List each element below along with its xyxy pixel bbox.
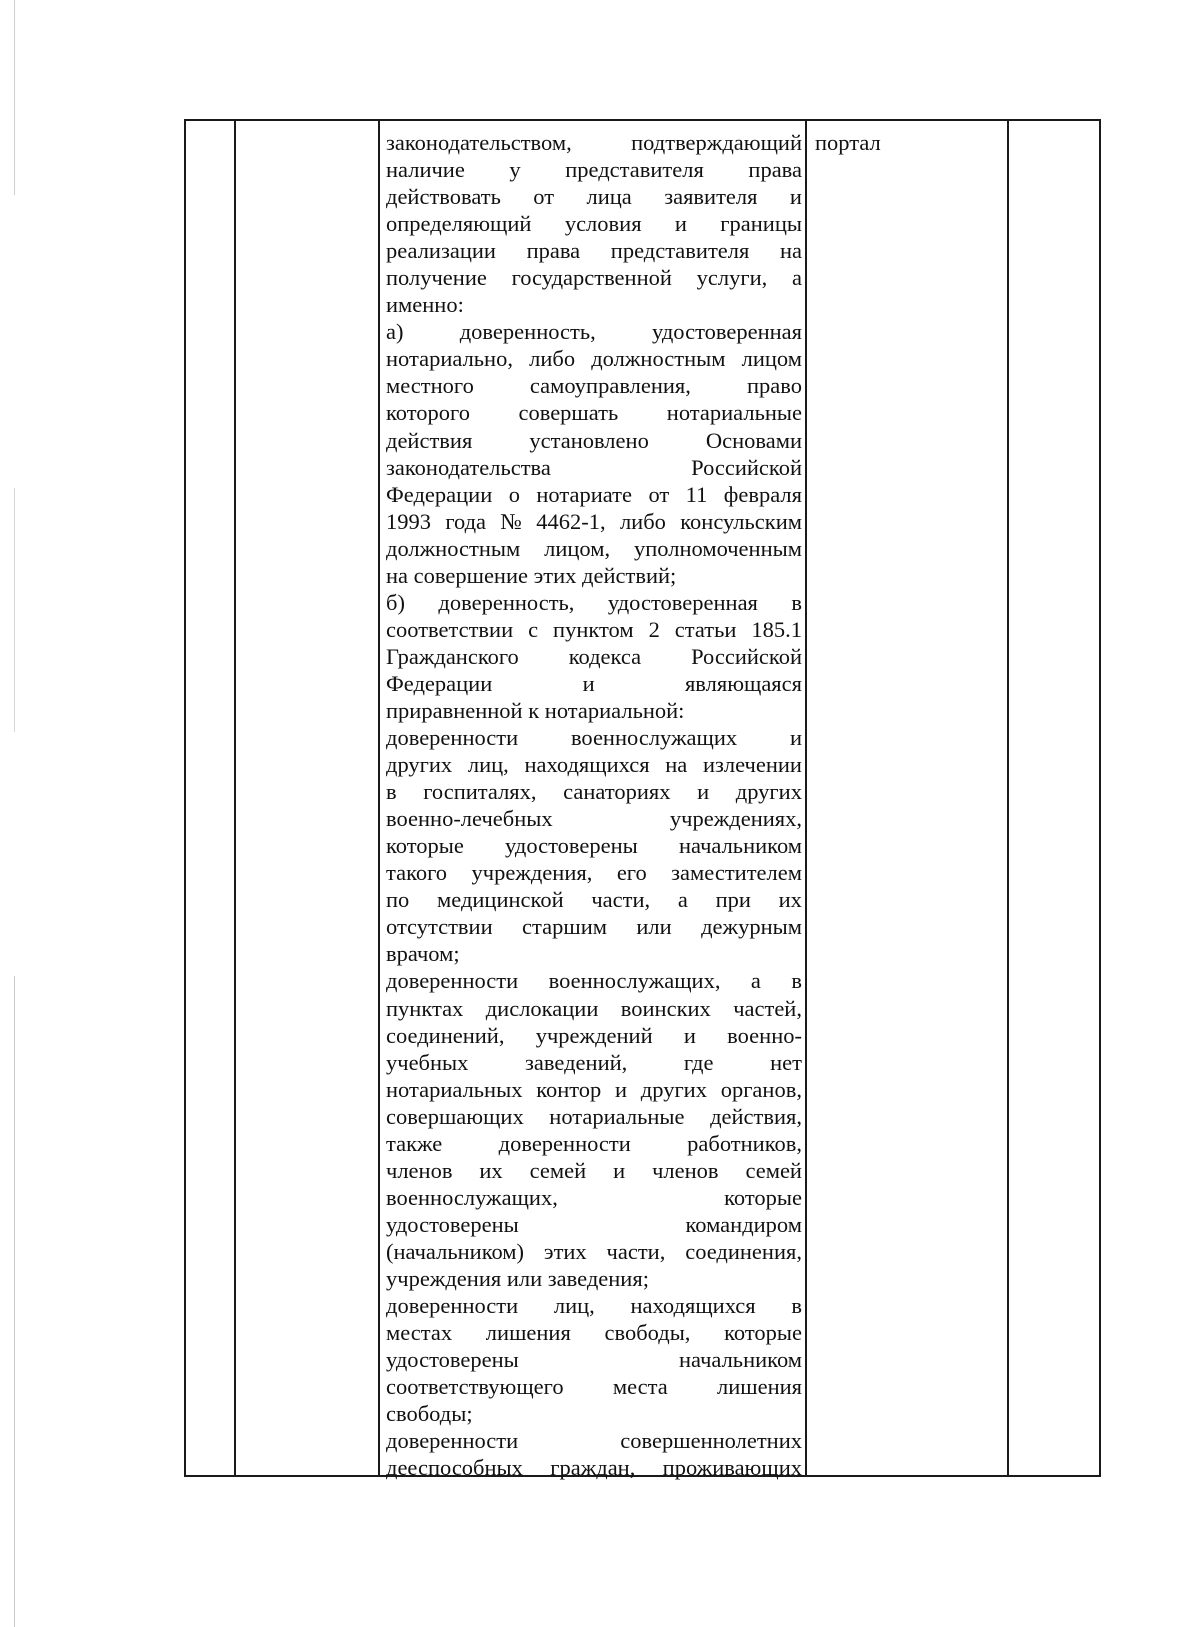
text-word: уполномоченным [634,535,802,561]
text-line [386,1238,802,1265]
text-word: командиром [685,1211,802,1237]
text-word: местах [386,1320,453,1346]
text-line [386,156,802,183]
text-word: нотариальные [666,400,802,426]
text-word: либо [529,346,576,372]
text-word: реализации [386,238,496,264]
text-word: удостоверенная [652,319,802,345]
text-word: 11 [685,481,708,507]
text-word: доверенности [498,1130,631,1156]
table-cell-notes [1009,121,1101,1475]
text-line [386,345,802,372]
text-line [386,940,802,967]
text-line [386,1157,802,1184]
text-line [386,967,802,994]
text-word: в [791,589,802,615]
text-word: в [791,968,802,994]
text-word: такого [386,860,448,886]
text-word: № [500,508,522,534]
text-word: кодекса [568,643,642,669]
text-word: дежурным [701,914,802,940]
text-word: других [735,779,802,805]
text-line [386,859,802,886]
text-word: самоуправления, [529,373,691,399]
text-word: представителя [610,238,750,264]
text-word: и [697,779,710,805]
text-word: право [747,373,802,399]
text-line [386,372,802,399]
text-word: также [386,1130,443,1156]
text-word: удостоверены [505,833,638,859]
text-word: февраля [723,481,802,507]
text-word: подтверждающий [631,130,802,155]
delivery-channel-text: портал [815,130,881,155]
text-line [386,1427,802,1454]
text-word: соединений, [386,1022,505,1048]
text-word: членов [386,1157,453,1183]
text-word: свободы, [604,1320,691,1346]
text-word: нет [770,1049,802,1075]
text-word: законодательства [386,454,551,480]
text-line [386,183,802,210]
text-line [386,1184,802,1211]
text-word: где [683,1049,714,1075]
text-word: условия [564,211,642,237]
text-word: при [715,887,751,913]
text-word: находящихся [630,1293,756,1319]
text-line-content: свободы; [386,1401,473,1427]
table-cell-blank [236,121,380,1475]
text-word: нотариальные [549,1103,685,1129]
text-line-content: именно: [386,292,464,318]
text-word: года [445,508,487,534]
text-word: от [533,184,555,210]
text-line [386,778,802,805]
text-line [386,1346,802,1373]
text-word: учреждений [535,1022,653,1048]
text-word: получение [386,265,487,291]
text-word: доверенность, [459,319,596,345]
text-word: частей, [733,995,802,1021]
text-word: наличие [386,157,465,183]
text-word: статьи [674,616,737,642]
text-word: лиц, [553,1293,595,1319]
text-line-content: приравненной к нотариальной: [386,697,685,723]
text-line [386,751,802,778]
document-table [184,119,1101,1481]
text-word: лицом, [544,535,611,561]
text-word: Основами [705,427,802,453]
text-line [386,913,802,940]
text-word: о [508,481,520,507]
text-line [386,643,802,670]
text-word: Российской [691,643,802,669]
text-word: соединения, [685,1238,802,1264]
text-word: права [526,238,581,264]
text-word: являющаяся [684,670,802,696]
text-word: либо [619,508,666,534]
text-word: удостоверенная [607,589,758,615]
text-word: удостоверены [386,1347,519,1373]
text-word: лицом [741,346,802,372]
text-line [386,1373,802,1400]
text-line [386,697,802,724]
text-word: от [648,481,670,507]
text-line [386,481,802,508]
text-word: услуги, [696,265,768,291]
text-word: заявителя [664,184,758,210]
text-word: нотариате [536,481,632,507]
text-word: 1993 [386,508,431,534]
text-word: членов [652,1157,719,1183]
table-cell-document-description [380,121,807,1481]
text-word: доверенности [386,1428,519,1454]
text-word: госпиталях, [423,779,537,805]
text-word: консульским [680,508,802,534]
text-word: учреждениях, [669,806,802,832]
text-word: совершающих [386,1103,524,1129]
text-word: доверенности [386,1293,519,1319]
text-word: соответствующего [386,1374,564,1400]
text-word: должностным [386,535,521,561]
text-word: которые [724,1320,802,1346]
text-word: находящихся [524,752,650,778]
text-line [386,1292,802,1319]
text-word: лиц, [467,752,509,778]
text-word: военнослужащих, [386,1184,558,1210]
text-word: учреждения, [471,860,593,886]
text-word: законодательством, [386,130,572,155]
text-word: Федерации [386,670,493,696]
text-line [386,562,802,589]
text-word: начальником [678,1347,802,1373]
text-word: границы [720,211,802,237]
text-word: 4462-1, [536,508,606,534]
text-word: других [640,1076,707,1102]
text-word: учебных [386,1049,469,1075]
scan-edge-mark [14,0,15,1627]
text-word: лишения [716,1374,802,1400]
text-line [386,1076,802,1103]
text-word: или [636,914,672,940]
text-word: контор [536,1076,602,1102]
text-word: и [615,1076,628,1102]
text-word: отсутствии [386,914,493,940]
text-line [386,1022,802,1049]
text-word: с [528,616,539,642]
text-word: граждан, [550,1455,636,1481]
text-word: удостоверены [386,1211,519,1237]
text-line [386,1454,802,1481]
text-word: на [779,238,802,264]
text-word: и [613,1157,626,1183]
text-line [386,1103,802,1130]
text-line [386,399,802,426]
text-line [386,264,802,291]
text-word: доверенности [386,725,519,751]
text-word: их [778,887,802,913]
text-word: части, [606,1238,666,1264]
text-word: действовать [386,184,501,210]
text-line [386,670,802,697]
text-word: начальником [678,833,802,859]
text-word: и [582,670,595,696]
text-word: места [612,1374,668,1400]
text-word: излечении [702,752,802,778]
text-word: Российской [691,454,802,480]
text-word: части, [591,887,651,913]
text-word: которые [386,833,464,859]
text-word: и [789,725,802,751]
text-word: 185.1 [751,616,802,642]
text-word: совершеннолетних [620,1428,802,1454]
text-word: пунктом [553,616,634,642]
text-word: лица [586,184,632,210]
text-word: определяющий [386,211,532,237]
text-word: государственной [511,265,672,291]
document-description-text [386,129,802,1481]
text-word: работников, [687,1130,802,1156]
text-word: военно- [727,1022,802,1048]
text-word: доверенности [386,968,519,994]
text-line [386,995,802,1022]
text-word: заместителем [671,860,802,886]
text-word: дислокации [485,995,599,1021]
text-word: пунктах [386,995,464,1021]
text-word: семей [529,1157,587,1183]
text-word: установлено [529,427,649,453]
text-word: совершать [518,400,619,426]
text-line [386,886,802,913]
text-word: а [791,265,802,291]
text-line [386,805,802,832]
text-word: семей [745,1157,802,1183]
text-word: санаториях [563,779,671,805]
text-word: действия, [710,1103,802,1129]
text-word: этих [543,1238,587,1264]
text-word: его [616,860,647,886]
text-line [386,1319,802,1346]
text-line [386,589,802,616]
text-line [386,318,802,345]
text-line [386,1049,802,1076]
text-word: в [386,779,397,805]
text-word: местного [386,373,474,399]
text-word: органов, [720,1076,802,1102]
text-line [386,1211,802,1238]
text-word: соответствии [386,616,514,642]
text-word: нотариально, [386,346,513,372]
text-word: а) [386,319,404,345]
text-word: и [674,211,687,237]
text-line [386,1130,802,1157]
text-word: Гражданского [386,643,519,669]
text-line [386,291,802,318]
text-word: у [509,157,521,183]
text-word: доверенность, [438,589,575,615]
text-line [386,832,802,859]
text-word: дееспособных [386,1455,523,1481]
text-word: других [386,752,453,778]
text-word: нотариальных [386,1076,523,1102]
text-word: медицинской [437,887,564,913]
text-line-content: на совершение этих действий; [386,562,677,588]
text-word: воинских [620,995,711,1021]
text-word: Федерации [386,481,493,507]
text-word: 2 [648,616,660,642]
text-word: старшим [522,914,607,940]
text-line-content: врачом; [386,941,460,967]
text-line [386,508,802,535]
text-line [386,237,802,264]
text-word: и [789,184,802,210]
text-line [386,427,802,454]
text-word: их [479,1157,503,1183]
text-word: по [386,887,410,913]
text-word: действия [386,427,473,453]
text-line [386,454,802,481]
text-word: в [791,1293,802,1319]
text-word: (начальником) [386,1238,525,1264]
text-word: лишения [485,1320,571,1346]
text-word: права [748,157,802,183]
text-line [386,210,802,237]
text-word: должностным [591,346,726,372]
text-word: а [750,968,761,994]
text-word: заведений, [525,1049,628,1075]
text-line [386,724,802,751]
text-word: представителя [565,157,704,183]
text-word: а [677,887,688,913]
text-word: б) [386,589,405,615]
text-line [386,129,802,156]
text-line [386,1265,802,1292]
text-word: военно-лечебных [386,806,553,832]
text-line-content: учреждения или заведения; [386,1265,649,1291]
table-cell-number [186,121,236,1475]
table-cell-delivery-channel [807,121,1009,1475]
text-word: на [665,752,688,778]
text-word: военнослужащих [570,725,738,751]
text-word: которого [386,400,470,426]
text-word: военнослужащих, [548,968,721,994]
text-line [386,616,802,643]
text-line [386,1400,802,1427]
text-word: и [683,1022,696,1048]
text-word: которые [724,1184,802,1210]
text-word: проживающих [662,1455,802,1481]
text-line [386,535,802,562]
